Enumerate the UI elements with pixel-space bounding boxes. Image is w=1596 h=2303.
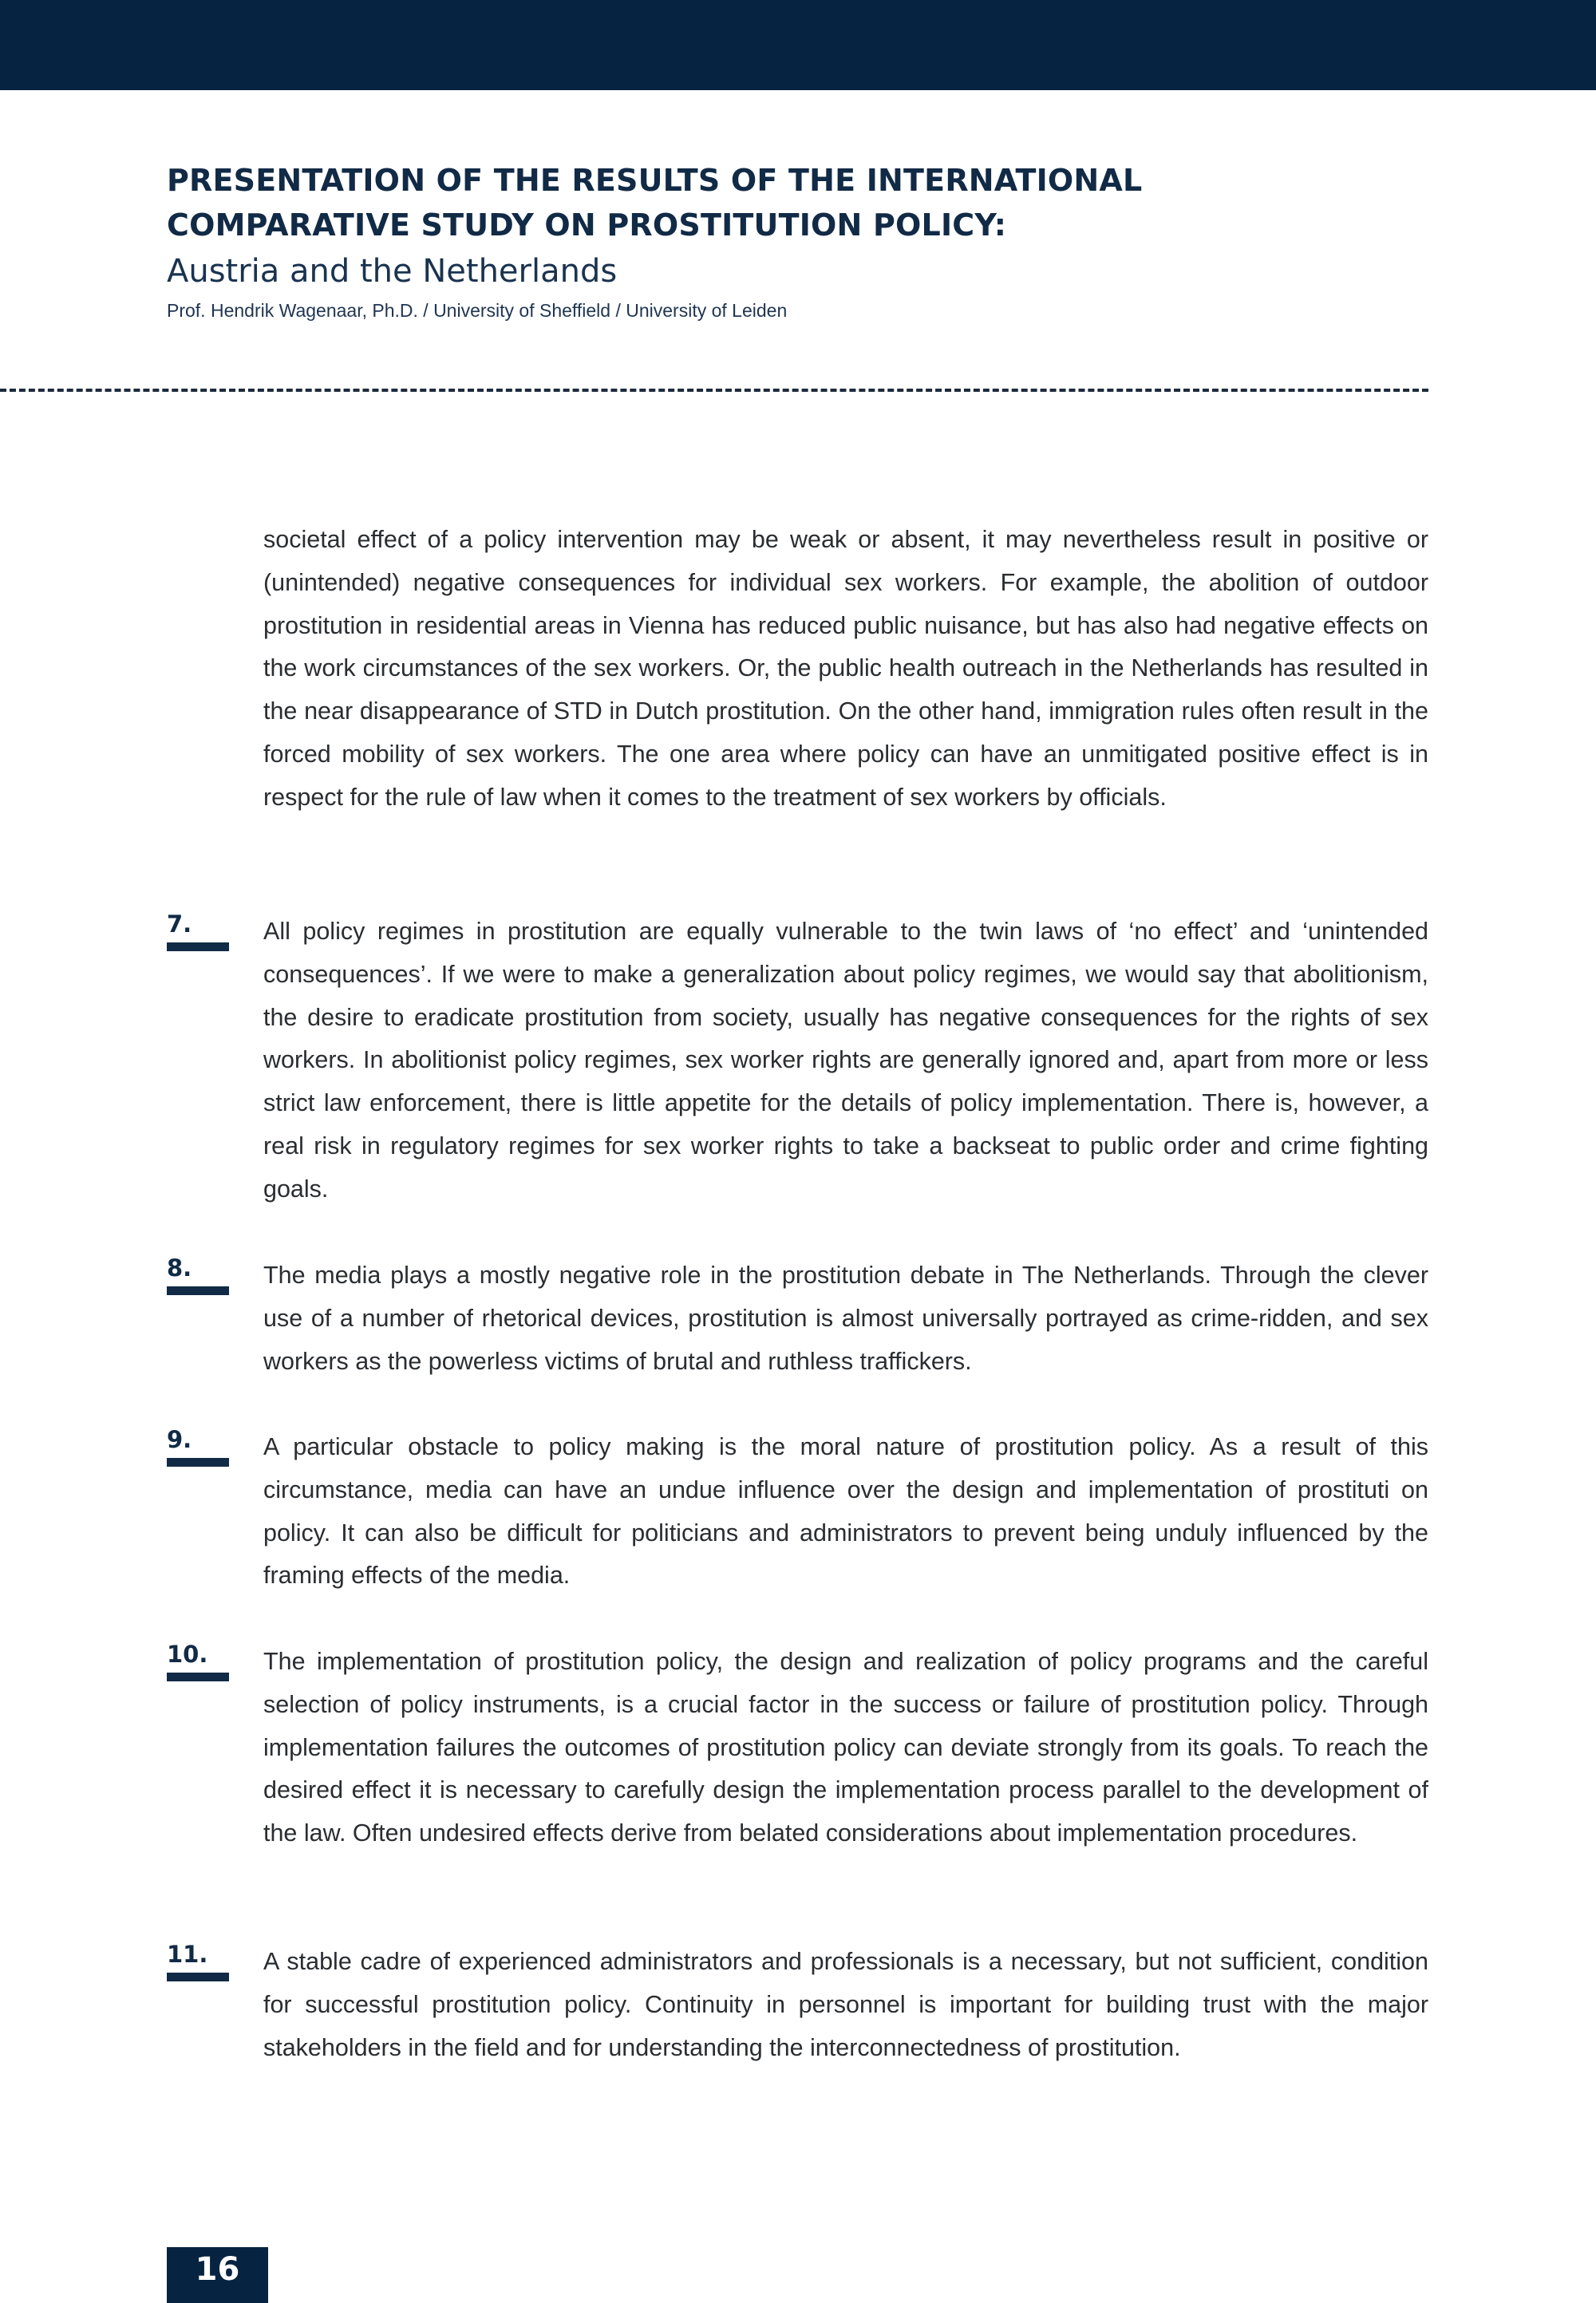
document-header bbox=[167, 158, 1364, 324]
point-underline-bar bbox=[167, 1973, 229, 1981]
point-number: 8. bbox=[167, 1254, 192, 1282]
document-title-line-1: PRESENTATION OF THE RESULTS OF THE INTERNATIONAL bbox=[167, 163, 1143, 198]
document-title-line-2: COMPARATIVE STUDY ON PROSTITUTION POLICY: bbox=[167, 207, 1007, 243]
point-marker bbox=[167, 911, 229, 951]
point-underline-bar bbox=[167, 942, 229, 951]
point-number: 9. bbox=[167, 1426, 192, 1453]
point-marker bbox=[167, 1254, 229, 1295]
point-text: The media plays a mostly negative role in the prostitution debate in The Netherlands. Through the clever use of a number of rhetorical devices, prostitution is almost universally portrayed as crime-ridden, and sex workers as the powerless victims of brutal and ruthless traffickers. bbox=[263, 1262, 1428, 1375]
header-band bbox=[0, 0, 1596, 90]
point-text: A stable cadre of experienced administrators and professionals is a necessary, but not sufficient, condition for successful prostitution policy. Continuity in personnel is important for building trust with the major stakeholders in the field and for understanding the interconnectedness of prostitution. bbox=[263, 1948, 1428, 2061]
point-text: The implementation of prostitution policy, the design and realization of policy programs and the careful selection of policy instruments, is a crucial factor in the success or failure of prostitution policy. Through implementation failures the outcomes of prostitution policy can deviate strongly from its goals. To reach the desired effect it is necessary to carefully design the implementation process parallel to the development of the law. Often undesired effects derive from belated considerations about implementation procedures. bbox=[263, 1648, 1428, 1847]
point-marker bbox=[167, 1426, 229, 1467]
page-number-badge: 16 bbox=[167, 2247, 268, 2303]
document-subtitle: Austria and the Netherlands bbox=[167, 253, 618, 290]
point-marker bbox=[167, 1641, 229, 1681]
point-number: 10. bbox=[167, 1641, 208, 1668]
continuation-paragraph bbox=[263, 519, 1428, 820]
point-underline-bar bbox=[167, 1673, 229, 1681]
paragraph-text: societal effect of a policy intervention may be weak or absent, it may nevertheless result in positive or (unintended) negative consequences for individual sex workers. For example, the abolition of outdoor prostitution in residential areas in Vienna has reduced public nuisance, but has also had negative effects on the work circumstances of the sex workers. Or, the public health outreach in the Netherlands has resulted in the near disappearance of STD in Dutch prostitution. On the other hand, immigration rules often result in the forced mobility of sex workers. The one area where policy can have an unmitigated positive effect is in respect for the rule of law when it comes to the treatment of sex workers by officials. bbox=[263, 526, 1428, 811]
author-affiliation: Prof. Hendrik Wagenaar, Ph.D. / University of Sheffield / University of Leiden bbox=[167, 300, 788, 321]
point-underline-bar bbox=[167, 1458, 229, 1467]
point-number: 11. bbox=[167, 1941, 208, 1968]
point-marker bbox=[167, 1941, 229, 1981]
dashed-divider bbox=[0, 389, 1428, 392]
point-text: All policy regimes in prostitution are equally vulnerable to the twin laws of ‘no effect’ and ‘unintended consequences’. If we were to make a generalization about policy regimes, we would say that abolitionism, the desire to eradicate prostitution from society, usually has negative consequences for the rights of sex workers. In abolitionist policy regimes, sex worker rights are generally ignored and, apart from more or less strict law enforcement, there is little appetite for the details of policy implementation. There is, however, a real risk in regulatory regimes for sex worker rights to take a backseat to public order and crime fighting goals. bbox=[263, 918, 1428, 1203]
point-number: 7. bbox=[167, 911, 192, 938]
point-underline-bar bbox=[167, 1286, 229, 1295]
point-text: A particular obstacle to policy making is the moral nature of prostitution policy. As a result of this circumstance, media can have an undue influence over the design and implementation of prostituti on policy. It can also be difficult for politicians and administrators to prevent being unduly influenced by the framing effects of the media. bbox=[263, 1433, 1428, 1590]
